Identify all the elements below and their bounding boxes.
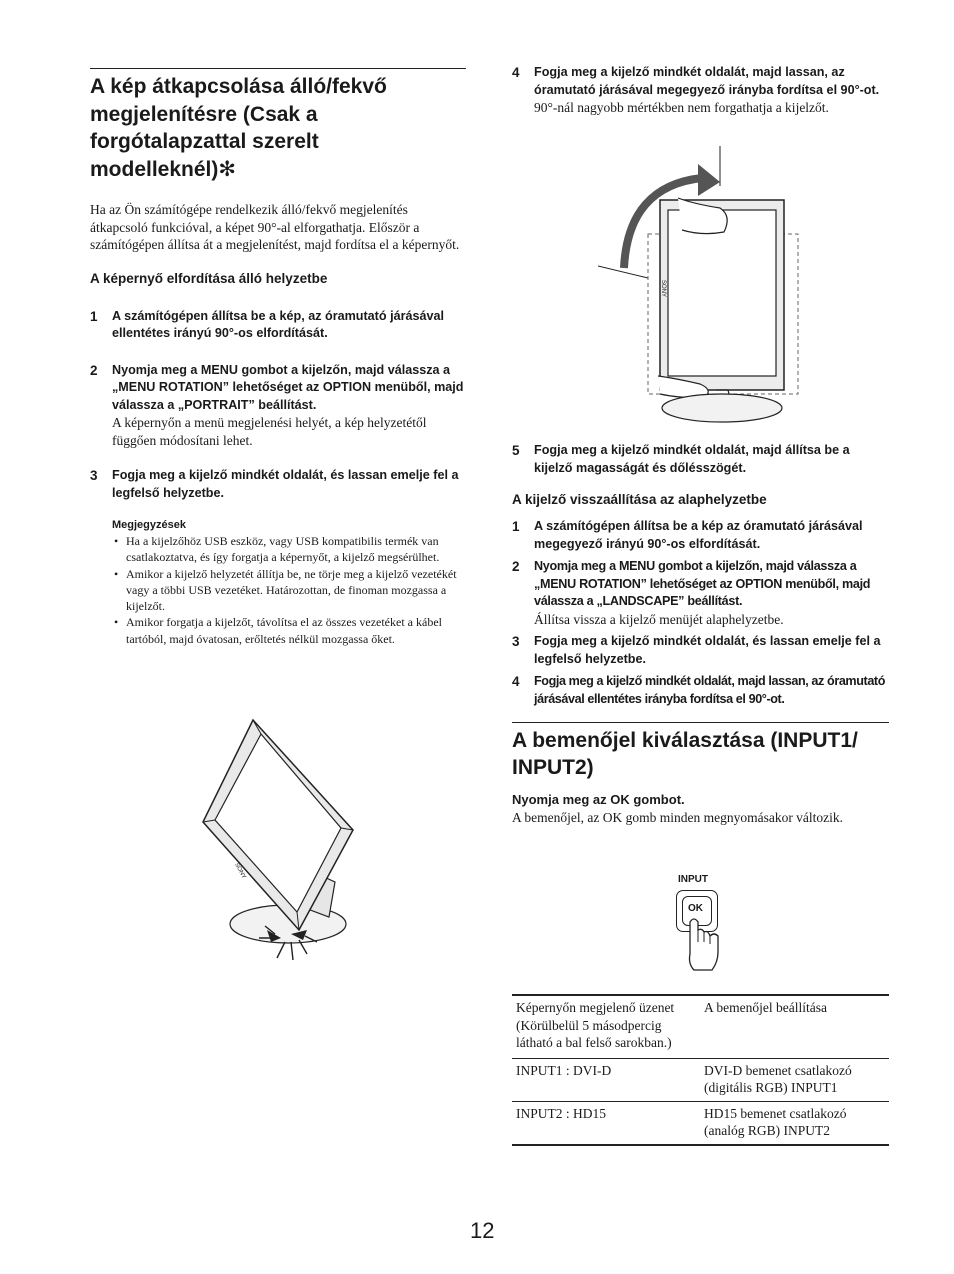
step-number: 3 — [512, 634, 520, 649]
step-item — [512, 64, 889, 117]
table-cell: Képernyőn megjelenő üzenet (Körülbelül 5 másodpercig látható a bal felső sarokban.) — [516, 1000, 675, 1050]
table-cell: INPUT1 : DVI-D — [516, 1062, 612, 1078]
step-item — [512, 442, 889, 477]
step-text: Fogja meg a kijelző mindkét oldalát, majd állítsa be a kijelző magasságát és dőlésszögét. — [534, 443, 850, 475]
subheading-landscape: A kijelző visszaállítása az alaphelyzetbe — [512, 492, 767, 507]
instruction: Nyomja meg az OK gombot. — [512, 792, 685, 807]
step-note: 90°-nál nagyobb mértékben nem forgathatja a kijelzőt. — [534, 100, 829, 115]
note-item: • Ha a kijelzőhöz USB eszköz, vagy USB kompatibilis termék van csatlakoztatva, és így forgatja a képernyőt, a kijelző megsérülhet. — [126, 533, 466, 566]
step-number: 2 — [90, 362, 98, 378]
step-item — [512, 558, 889, 628]
rotation-arrow-icon — [598, 146, 803, 434]
input-signal-table — [512, 994, 889, 1146]
step-item — [512, 518, 889, 553]
step-text: Nyomja meg a MENU gombot a kijelzőn, majd válassza a „MENU ROTATION” lehetőséget az OPTION menüből, majd válassza a „LANDSCAPE” beállítást. — [534, 559, 871, 608]
intro-paragraph: Ha az Ön számítógépe rendelkezik álló/fekvő megjelenítés átkapcsoló funkcióval, a képet 90°-al elforgathatja. Először a számítógépen állítsa át a megjelenítést, majd fordítsa el a képernyőt. — [90, 202, 460, 252]
step-text: Fogja meg a kijelző mindkét oldalát, és lassan emelje fel a legfelső helyzetbe. — [534, 634, 881, 666]
table-row — [512, 1101, 889, 1145]
step-text: Nyomja meg a MENU gombot a kijelzőn, majd válassza a „MENU ROTATION” lehetőséget az OPTION menüből, majd válassza a „PORTRAIT” beállítást. — [112, 362, 464, 412]
monitor-tilt-illustration — [195, 712, 365, 972]
brand-logo: SONY — [233, 862, 247, 880]
instruction-description: A bemenőjel, az OK gomb minden megnyomásakor változik. — [512, 810, 844, 825]
input-button-illustration — [668, 874, 728, 974]
left-column — [90, 68, 466, 647]
step-note: A képernyőn a menü megjelenési helyét, a kép helyzetétől függően módosítani lehet. — [112, 415, 427, 448]
monitor-lift-icon — [195, 712, 365, 972]
section-title-rotation: A kép átkapcsolása álló/fekvő megjelenítésre (Csak a forgótalapzattal szerelt modelleknél)✻ — [90, 75, 387, 181]
step-item — [90, 308, 466, 343]
ok-button-label: OK — [688, 903, 703, 914]
step-number: 3 — [90, 468, 98, 483]
pointing-hand-icon — [668, 874, 728, 974]
step-text: Fogja meg a kijelző mindkét oldalát, majd lassan, az óramutató járásával ellentétes irányba fordítsa el 90°-ot. — [534, 674, 886, 706]
input-label: INPUT — [678, 874, 708, 885]
notes-list — [112, 533, 466, 647]
step-item — [512, 633, 889, 668]
step-text: A számítógépen állítsa be a kép az óramutató járásával megegyező irányú 90°-os elfordítását. — [534, 519, 863, 551]
step-number: 4 — [512, 65, 520, 80]
input-table-wrapper — [512, 994, 889, 1146]
table-row — [512, 1058, 889, 1101]
step-text: Fogja meg a kijelző mindkét oldalát, majd lassan, az óramutató járásával megegyező irányba fordítsa el 90°-ot. — [534, 65, 880, 97]
step-item — [512, 673, 889, 708]
section-title-input: A bemenőjel kiválasztása (INPUT1/ INPUT2) — [512, 729, 858, 779]
step-number: 2 — [512, 559, 520, 574]
table-cell: DVI-D bemenet csatlakozó (digitális RGB) INPUT1 — [704, 1062, 852, 1095]
note-item: • Amikor forgatja a kijelzőt, távolítsa el az összes vezetéket a kábel tartóból, majd óvatosan, erőltetés nélkül mozgassa őket. — [126, 614, 466, 647]
notes-block — [90, 518, 466, 647]
table-header-row — [512, 995, 889, 1058]
page-number: 12 — [470, 1218, 495, 1243]
step-item — [90, 362, 466, 450]
step-item — [90, 467, 466, 502]
table-cell: INPUT2 : HD15 — [516, 1105, 606, 1121]
right-column — [512, 64, 889, 117]
asterisk-symbol: ✻ — [218, 157, 236, 181]
note-item: • Amikor a kijelző helyzetét állítja be, ne törje meg a kijelző vezetékét vagy a többi USB vezetéket. Határozottan, de finoman mozgassa a kijelzőt. — [126, 566, 466, 615]
step-number: 1 — [90, 308, 98, 324]
table-cell: HD15 bemenet csatlakozó (analóg RGB) INPUT2 — [704, 1105, 847, 1138]
step-number: 4 — [512, 674, 520, 689]
step-number: 5 — [512, 443, 520, 458]
monitor-rotate-illustration — [598, 146, 803, 434]
subheading-portrait: A képernyő elfordítása álló helyzetbe — [90, 270, 328, 286]
notes-title: Megjegyzések — [112, 519, 186, 531]
table-cell: A bemenőjel beállítása — [704, 1000, 827, 1015]
brand-logo: SONY — [660, 280, 666, 298]
right-column-lower — [512, 442, 889, 827]
step-number: 1 — [512, 519, 520, 534]
step-note: Állítsa vissza a kijelző menüjét alaphelyzetbe. — [534, 611, 784, 627]
step-text: Fogja meg a kijelző mindkét oldalát, és lassan emelje fel a legfelső helyzetbe. — [112, 468, 459, 500]
step-text: A számítógépen állítsa be a kép, az óramutató járásával ellentétes irányú 90°-os elfordítását. — [112, 308, 444, 340]
